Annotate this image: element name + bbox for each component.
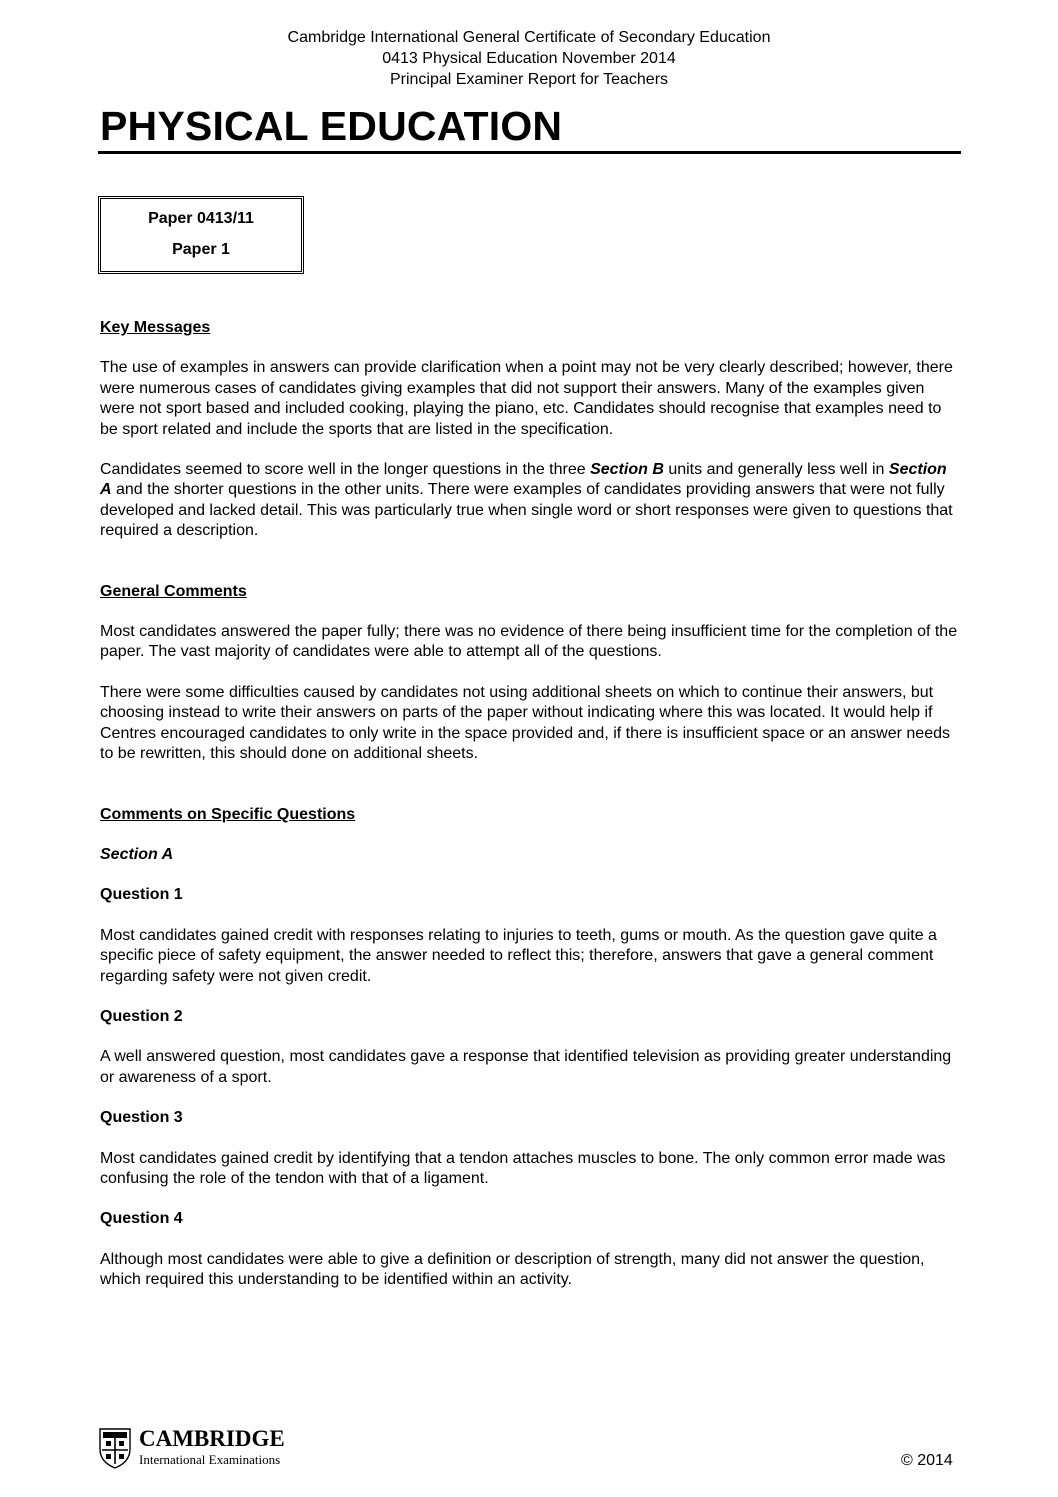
key-messages-paragraph-2: Candidates seemed to score well in the longer questions in the three Section B units and generally less well in Section A and the shorter questions in the other units. There were examples of candidates providing answers that were not fully developed and lacked detail. This was particularly true when single word or short responses were given to questions that required a description. [100, 461, 953, 540]
question-2-text: A well answered question, most candidates gave a response that identified television as providing greater understanding or awareness of a sport. [100, 1048, 952, 1086]
general-comments-heading: General Comments [100, 582, 247, 600]
copyright-notice: © 2014 [901, 1452, 953, 1469]
header-line-subject: 0413 Physical Education November 2014 [382, 50, 676, 67]
question-3-heading: Question 3 [100, 1109, 183, 1127]
report-header [0, 27, 1058, 90]
report-body [100, 318, 962, 1291]
question-1-text: Most candidates gained credit with responses relating to injuries to teeth, gums or mouth. As the question gave quite a specific piece of safety equipment, the answer needed to reflect this; therefore, answers that gave a general comment regarding safety were not given credit. [100, 926, 937, 985]
title-underline [98, 151, 961, 154]
paper-number: Paper 1 [172, 241, 230, 258]
header-line-report: Principal Examiner Report for Teachers [389, 71, 669, 88]
question-4-text: Although most candidates were able to give a definition or description of strength, many did not answer the question, which required this understanding to be identified within an activity. [100, 1250, 925, 1289]
section-a-heading: Section A [100, 845, 174, 863]
question-3-text: Most candidates gained credit by identifying that a tendon attaches muscles to bone. The only common error made was confusing the role of the tendon with that of a ligament. [100, 1149, 946, 1187]
svg-text:International Examinations: International Examinations [139, 1452, 281, 1467]
general-comments-paragraph-1: Most candidates answered the paper fully; there was no evidence of there being insufficient time for the completion of the paper. The vast majority of candidates were able to attempt all of the questions. [100, 623, 958, 661]
svg-text:CAMBRIDGE: CAMBRIDGE [139, 1426, 285, 1451]
document-title: PHYSICAL EDUCATION [100, 103, 563, 149]
paper-code: Paper 0413/11 [148, 210, 254, 227]
question-1-heading: Question 1 [100, 886, 183, 904]
cambridge-crest-icon [99, 1426, 309, 1470]
paper-info-box [98, 196, 304, 274]
general-comments-paragraph-2: There were some difficulties caused by candidates not using additional sheets on which to continue their answers, but choosing instead to write their answers on parts of the paper without indicating where this was located. It would help if Centres encouraged candidates to only write in the space provided and, if there is insufficient space or an answer needs to be rewritten, this should done on additional sheets. [100, 683, 950, 763]
key-messages-heading: Key Messages [100, 319, 211, 336]
specific-questions-heading: Comments on Specific Questions [100, 805, 356, 823]
question-4-heading: Question 4 [100, 1210, 183, 1228]
key-messages-paragraph-1: The use of examples in answers can provide clarification when a point may not be very clearly described; however, there were numerous cases of candidates giving examples that did not support their answers. Many of the examples given were not sport based and included cooking, playing the piano, etc. Candidates should recognise that examples need to be sport related and include the sports that are listed in the specification. [100, 359, 953, 438]
cambridge-logo [99, 1426, 309, 1466]
header-line-certificate: Cambridge International General Certificate of Secondary Education [287, 29, 771, 46]
question-2-heading: Question 2 [100, 1007, 183, 1025]
